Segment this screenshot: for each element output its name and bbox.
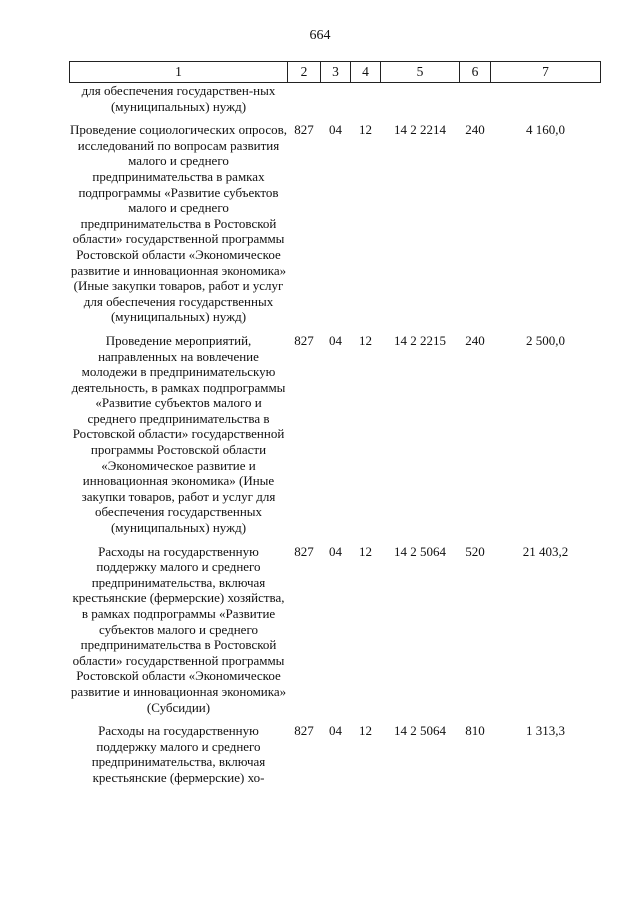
- column-header: 1: [70, 62, 288, 83]
- row-section: 04: [329, 723, 342, 739]
- table-row: [70, 117, 601, 328]
- page-number: 664: [309, 28, 331, 43]
- row-section: 04: [329, 122, 342, 138]
- row-name: Проведение социологических опросов, исследований по вопросам развития малого и среднего предпринимательства в рамках подпрограммы «Развитие субъектов малого и среднего предпринимательства в Ростовской области» государственной программы Ростовской области «Экономическое развитие и инновационная экономика» (Иные закупки товаров, работ и услуг для обеспечения государственных (муниципальных) нужд): [69, 122, 288, 325]
- row-ministry: 827: [294, 543, 314, 559]
- row-name: Расходы на государственную поддержку малого и среднего предпринимательства, включая крестьянские (фермерские) хозяйства, в рамках подпрограммы «Развитие субъектов малого и среднего предпринимательства в Ростовской области» государственной программы Ростовской области «Экономическое развитие и инновационная экономика» (Субсидии): [70, 543, 287, 715]
- row-section: 04: [329, 332, 342, 348]
- row-subsection: 12: [359, 543, 372, 559]
- table-row: [70, 539, 601, 719]
- column-header: 7: [491, 62, 601, 83]
- column-header: 3: [321, 62, 351, 83]
- row-amount: 2 500,0: [526, 332, 565, 348]
- table-row: [70, 718, 601, 788]
- row-subsection: 12: [359, 723, 372, 739]
- column-header: 2: [288, 62, 321, 83]
- row-ministry: 827: [294, 723, 314, 739]
- budget-table: [69, 61, 601, 789]
- row-amount: 21 403,2: [522, 543, 569, 559]
- row-ministry: 827: [294, 332, 314, 348]
- table-row: [70, 328, 601, 539]
- row-target: 14 2 2215: [394, 332, 446, 348]
- row-target: 14 2 5064: [394, 543, 446, 559]
- row-section: 04: [329, 543, 342, 559]
- row-subsection: 12: [359, 122, 372, 138]
- row-amount: 1 313,3: [526, 723, 565, 739]
- column-header: 5: [381, 62, 460, 83]
- row-subsection: 12: [359, 332, 372, 348]
- row-type: 240: [465, 332, 485, 348]
- row-ministry: 827: [294, 122, 314, 138]
- row-target: 14 2 2214: [394, 122, 446, 138]
- table-header-row: [70, 62, 601, 83]
- continuation-text: для обеспечения государствен-ных (муниципальных) нужд): [81, 83, 276, 114]
- row-name: Проведение мероприятий, направленных на вовлечение молодежи в предпринимательскую деятельность, в рамках подпрограммы «Развитие субъектов малого и среднего предпринимательства в Ростовской области» государственной программы Ростовской области «Экономическое развитие и инновационная экономика» (Иные закупки товаров, работ и услуг для обеспечения государственных (муниципальных) нужд): [71, 332, 286, 536]
- row-type: 810: [465, 723, 485, 739]
- column-header: 4: [351, 62, 381, 83]
- row-amount: 4 160,0: [526, 122, 565, 138]
- row-target: 14 2 5064: [394, 723, 446, 739]
- column-header: 6: [460, 62, 491, 83]
- row-type: 520: [465, 543, 485, 559]
- table-row-continuation: [70, 83, 601, 118]
- row-name: Расходы на государственную поддержку малого и среднего предпринимательства, включая крестьянские (фермерские) хо-: [91, 723, 266, 785]
- row-type: 240: [465, 122, 485, 138]
